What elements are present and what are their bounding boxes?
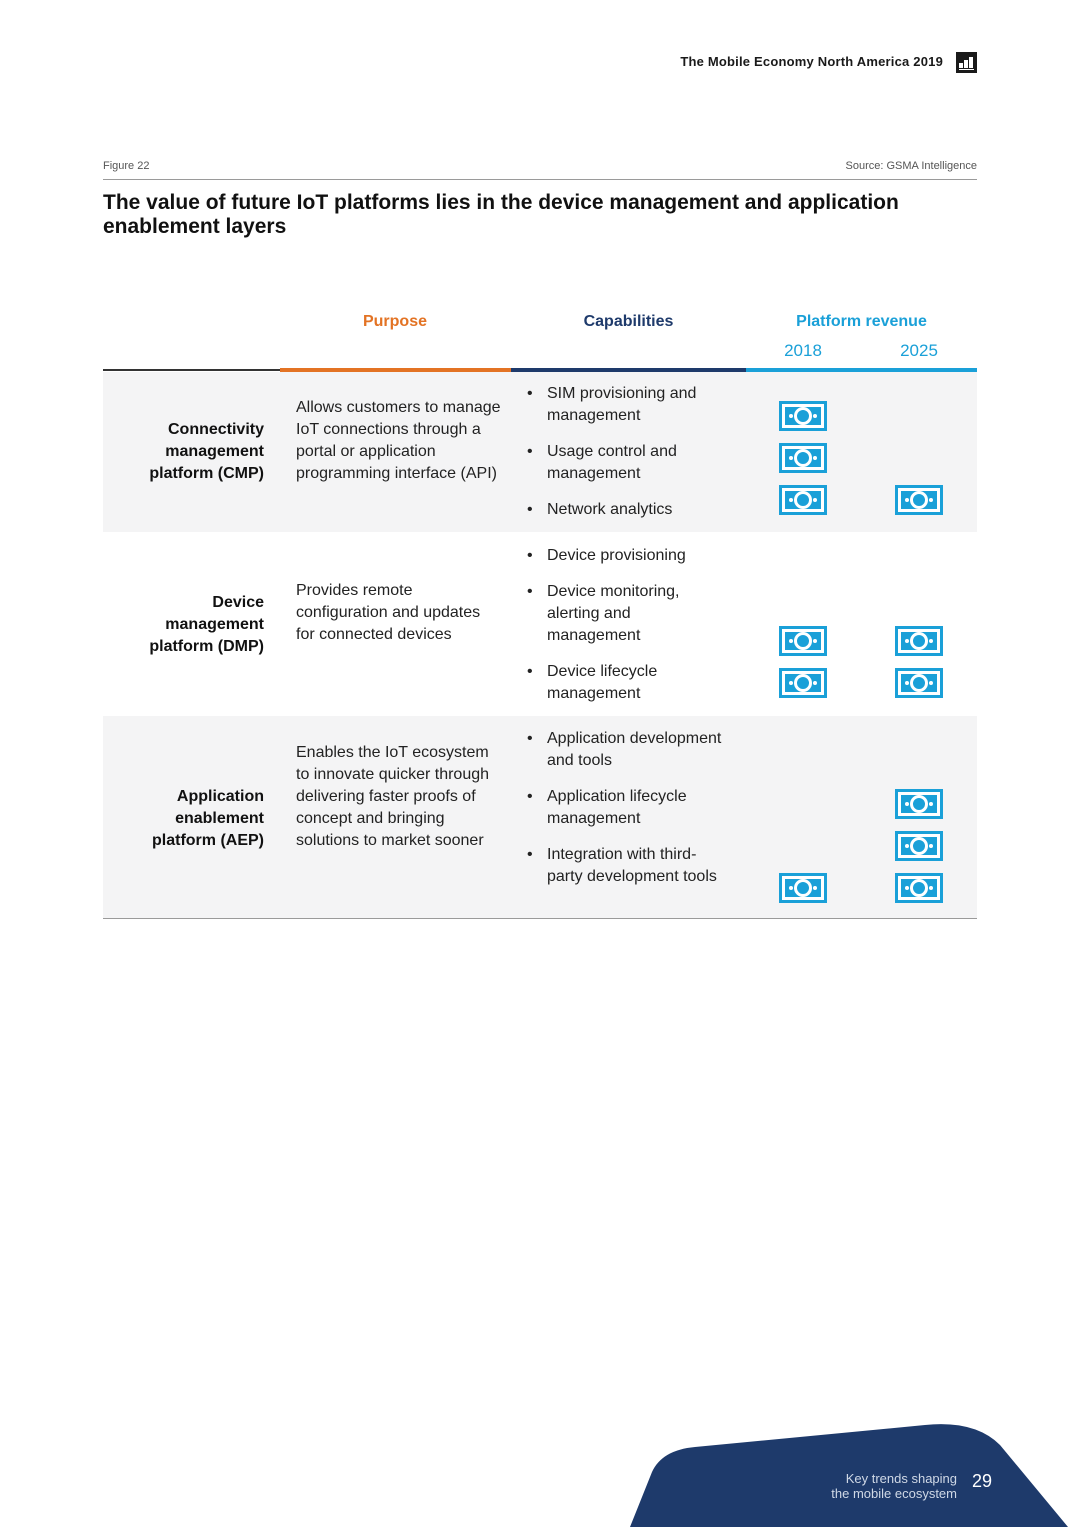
bullet-icon: •	[527, 730, 533, 747]
capability-text: Device provisioning	[547, 547, 686, 564]
figure-title: The value of future IoT platforms lies in the device management and application enablement layers	[103, 191, 899, 238]
year-label-2018: 2018	[784, 341, 822, 360]
bullet-icon: •	[527, 501, 533, 518]
capability-text: Device lifecycle management	[547, 663, 658, 702]
column-header-purpose: Purpose	[362, 313, 427, 330]
row-purpose: Provides remote configuration and updates for connected devices	[296, 582, 481, 643]
column-header-capabilities: Capabilities	[583, 313, 674, 330]
figure-label: Figure 22	[103, 160, 150, 172]
capability-text: Application lifecycle management	[547, 788, 687, 827]
bullet-icon: •	[527, 547, 533, 564]
row-name-line: management	[165, 443, 264, 460]
capability-text: Integration with third-party development tools	[547, 846, 717, 885]
bullet-icon: •	[527, 443, 533, 460]
capability-text: Usage control and management	[547, 443, 677, 482]
column-header-platform-revenue: Platform revenue	[796, 313, 927, 330]
year-label-2025: 2025	[900, 341, 938, 360]
figure-source: Source: GSMA Intelligence	[845, 160, 977, 172]
bullet-icon: •	[527, 663, 533, 680]
footer-section-line: the mobile ecosystem	[831, 1486, 957, 1501]
row-name-line: platform (AEP)	[152, 832, 264, 849]
bullet-icon: •	[527, 583, 533, 600]
bullet-icon: •	[527, 846, 533, 863]
footer-section-title	[831, 1471, 957, 1501]
capability-text: Application development and tools	[547, 730, 722, 769]
bullet-icon: •	[527, 788, 533, 805]
row-purpose: Enables the IoT ecosystem to innovate quicker through delivering faster proofs of concept and bringing solutions to market sooner	[296, 744, 490, 849]
row-purpose: Allows customers to manage IoT connections through a portal or application programming interface (API)	[296, 399, 501, 482]
bullet-icon: •	[527, 385, 533, 402]
row-name-line: management	[165, 616, 264, 633]
row-name-line: Application	[176, 788, 264, 805]
row-name-line: Device	[212, 594, 264, 611]
row-name-line: enablement	[175, 810, 264, 827]
capability-text: Device monitoring, alerting and management	[547, 583, 680, 644]
page-number: 29	[972, 1471, 993, 1491]
footer-section-line: Key trends shaping	[845, 1471, 957, 1486]
document-header-title: The Mobile Economy North America 2019	[680, 54, 943, 69]
capability-text: Network analytics	[547, 501, 673, 518]
row-name-line: platform (DMP)	[149, 638, 264, 655]
row-name-line: platform (CMP)	[149, 465, 264, 482]
capability-text: SIM provisioning and management	[547, 385, 697, 424]
row-name-line: Connectivity	[167, 421, 264, 438]
